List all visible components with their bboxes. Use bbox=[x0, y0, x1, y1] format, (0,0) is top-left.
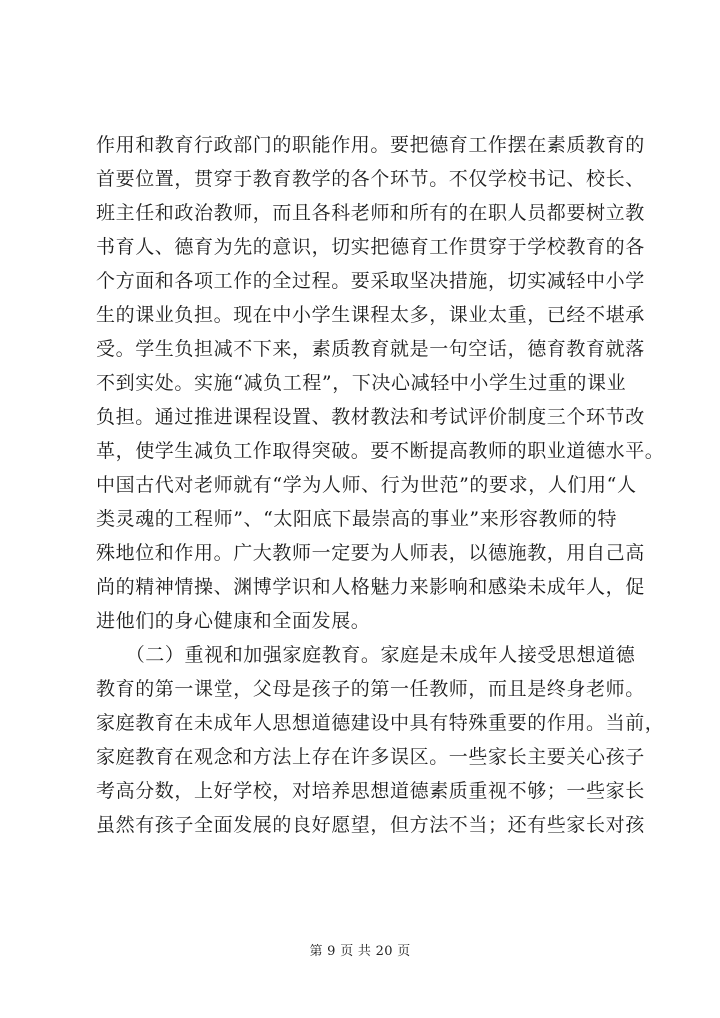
text-line: 书育人、德育为先的意识，切实把德育工作贯穿于学校教育的各 bbox=[96, 236, 645, 258]
text-line: 作用和教育行政部门的职能作用。要把德育工作摆在素质教育的 bbox=[96, 134, 645, 156]
text-line: 个方面和各项工作的全过程。要采取坚决措施，切实减轻中小学 bbox=[96, 270, 645, 292]
text-line: 革，使学生减负工作取得突破。要不断提高教师的职业道德水平。 bbox=[96, 440, 665, 462]
text-line: 家庭教育在观念和方法上存在许多误区。一些家长主要关心孩子 bbox=[96, 746, 645, 768]
text-line: 受。学生负担减不下来，素质教育就是一句空话，德育教育就落 bbox=[96, 338, 645, 360]
text-line: 家庭教育在未成年人思想道德建设中具有特殊重要的作用。当前， bbox=[96, 712, 665, 734]
text-line: 尚的精神情操、渊博学识和人格魅力来影响和感染未成年人，促 bbox=[96, 576, 645, 598]
text-line: 中国古代对老师就有“学为人师、行为世范”的要求，人们用“人 bbox=[96, 474, 637, 496]
text-line: 教育的第一课堂，父母是孩子的第一任教师，而且是终身老师。 bbox=[96, 678, 645, 700]
text-line: （二）重视和加强家庭教育。家庭是未成年人接受思想道德 bbox=[96, 644, 636, 666]
text-line: 类灵魂的工程师”、“太阳底下最崇高的事业”来形容教师的特 bbox=[96, 508, 617, 530]
text-line: 虽然有孩子全面发展的良好愿望，但方法不当；还有些家长对孩 bbox=[96, 814, 645, 836]
body-text bbox=[96, 128, 665, 842]
text-line: 进他们的身心健康和全面发展。 bbox=[96, 610, 371, 632]
text-line: 殊地位和作用。广大教师一定要为人师表，以德施教，用自己高 bbox=[96, 542, 645, 564]
page-number-footer: 第 9 页 共 20 页 bbox=[309, 944, 411, 959]
text-line: 生的课业负担。现在中小学生课程太多，课业太重，已经不堪承 bbox=[96, 304, 645, 326]
text-line: 负担。通过推进课程设置、教材教法和考试评价制度三个环节改 bbox=[96, 406, 645, 428]
text-line: 考高分数，上好学校，对培养思想道德素质重视不够；一些家长 bbox=[96, 780, 645, 802]
text-line: 不到实处。实施“减负工程”，下决心减轻中小学生过重的课业 bbox=[96, 372, 627, 394]
text-line: 班主任和政治教师，而且各科老师和所有的在职人员都要树立教 bbox=[96, 202, 645, 224]
text-line: 首要位置，贯穿于教育教学的各个环节。不仅学校书记、校长、 bbox=[96, 168, 645, 190]
